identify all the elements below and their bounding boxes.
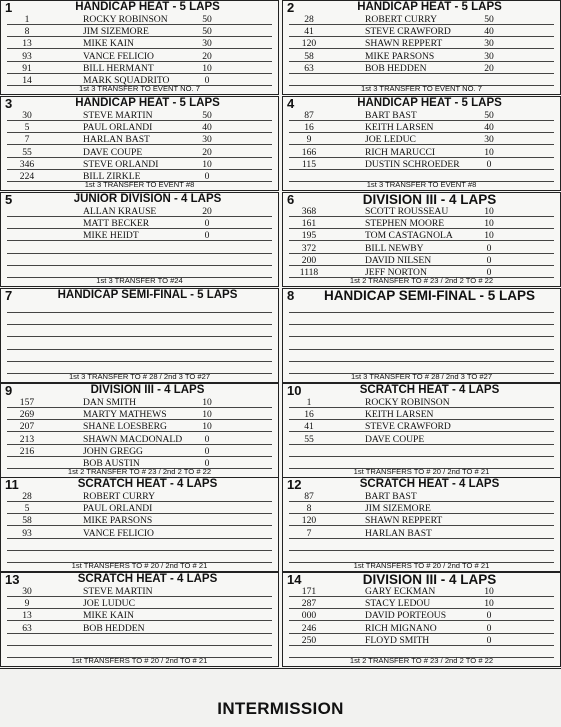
driver-name: MIKE HEIDT (83, 230, 139, 242)
car-number: 55 (22, 146, 32, 158)
car-number: 157 (19, 397, 35, 408)
entry-row (289, 110, 554, 121)
entry-lines (289, 302, 554, 371)
event-title: HANDICAP SEMI-FINAL - 5 LAPS (323, 288, 536, 303)
entry-row (289, 63, 554, 74)
car-number: 269 (19, 409, 35, 421)
car-number: 87 (304, 110, 314, 121)
entry-rule (289, 361, 554, 362)
event-number: 14 (287, 572, 302, 587)
handicap-value: 50 (202, 14, 212, 25)
driver-name: BOB AUSTIN (83, 458, 140, 469)
handicap-value: 0 (486, 622, 492, 634)
car-number: 372 (301, 242, 317, 254)
transfer-note: 1st 3 TRANSFER TO EVENT NO. 7 (361, 84, 482, 93)
entry-lines (289, 491, 554, 560)
driver-name: KEITH LARSEN (365, 409, 434, 421)
intermission-banner (0, 668, 561, 727)
transfer-note: 1st 2 TRANSFER TO # 23 / 2nd 2 TO # 22 (349, 656, 494, 665)
car-number: 195 (301, 230, 317, 242)
entry-row (7, 515, 272, 526)
transfer-note: 1st 2 TRANSFER TO # 23 / 2nd 2 TO # 22 (349, 276, 494, 285)
handicap-value: 30 (202, 134, 212, 146)
event-card-6 (282, 192, 561, 287)
handicap-value: 0 (204, 218, 210, 230)
event-card-7 (0, 288, 279, 383)
handicap-value: 0 (486, 634, 492, 646)
event-number: 1 (5, 0, 13, 15)
driver-name: STACY LEDOU (365, 598, 431, 610)
handicap-value: 0 (204, 171, 210, 182)
handicap-value: 0 (486, 242, 492, 254)
transfer-note: 1st 3 TRANSFER TO EVENT NO. 7 (79, 84, 200, 93)
driver-name: DUSTIN SCHROEDER (365, 158, 460, 170)
event-title: HANDICAP HEAT - 5 LAPS (357, 97, 502, 109)
car-number: 213 (19, 433, 35, 445)
event-title: DIVISION III - 4 LAPS (90, 384, 205, 396)
driver-name: ROCKY ROBINSON (365, 397, 450, 408)
driver-name: JOHN GREGG (83, 445, 143, 457)
driver-name: STEPHEN MOORE (365, 218, 445, 230)
handicap-value: 10 (202, 397, 212, 408)
entry-lines (289, 14, 554, 83)
entry-row (7, 134, 272, 145)
driver-name: BOB HEDDEN (83, 622, 145, 634)
driver-name: ALLAN KRAUSE (83, 206, 157, 217)
event-card-5 (0, 192, 279, 287)
event-title: SCRATCH HEAT - 4 LAPS (359, 384, 500, 396)
event-number: 2 (287, 0, 295, 15)
entry-rule (289, 349, 554, 350)
driver-name: MIKE KAIN (83, 610, 134, 622)
entry-row (289, 635, 554, 646)
entry-lines (7, 302, 272, 371)
driver-name: SHAWN MACDONALD (83, 433, 183, 445)
handicap-value: 10 (202, 421, 212, 433)
entry-lines (289, 397, 554, 466)
driver-name: PAUL ORLANDI (83, 122, 153, 134)
event-title: SCRATCH HEAT - 4 LAPS (359, 478, 500, 490)
entry-row (289, 206, 554, 217)
driver-name: STEVE MARTIN (83, 586, 153, 597)
car-number: 161 (301, 218, 317, 230)
handicap-value: 0 (204, 433, 210, 445)
driver-name: FLOYD SMITH (365, 634, 430, 646)
entry-row (7, 397, 272, 408)
handicap-value: 0 (204, 230, 210, 242)
entry-lines (289, 586, 554, 655)
entry-row (7, 610, 272, 621)
car-number: 13 (22, 38, 32, 50)
transfer-note: 1st 3 TRANSFER TO EVENT #8 (366, 180, 477, 189)
entry-row (289, 528, 554, 539)
driver-name: BART BAST (365, 110, 417, 121)
entry-lines (7, 110, 272, 182)
car-number: 250 (301, 634, 317, 646)
handicap-value: 0 (486, 254, 492, 266)
car-number: 5 (24, 503, 30, 515)
car-number: 55 (304, 433, 314, 445)
handicap-value: 10 (202, 409, 212, 421)
entry-row (7, 623, 272, 634)
entry-row (289, 434, 554, 445)
entry-row (289, 421, 554, 432)
entry-row (289, 38, 554, 49)
event-card-9 (0, 383, 279, 478)
car-number: 9 (24, 598, 30, 610)
entry-lines (289, 110, 554, 179)
car-number: 216 (19, 445, 35, 457)
entry-row (289, 134, 554, 145)
handicap-value: 20 (484, 62, 494, 74)
entry-row (7, 122, 272, 133)
driver-name: VANCE FELICIO (83, 50, 154, 62)
driver-name: JIM SIZEMORE (365, 503, 431, 515)
intermission-label: INTERMISSION (217, 699, 344, 718)
entry-lines (7, 586, 272, 655)
driver-name: SHAWN REPPERT (365, 38, 443, 50)
entry-row (289, 409, 554, 420)
car-number: 58 (22, 515, 32, 527)
car-number: 41 (304, 26, 314, 38)
car-number: 8 (24, 26, 30, 38)
driver-name: PAUL ORLANDI (83, 503, 153, 515)
handicap-value: 0 (204, 75, 210, 86)
driver-name: STEVE CRAWFORD (365, 26, 451, 38)
entry-lines (7, 14, 272, 86)
driver-name: SCOTT ROUSSEAU (365, 206, 449, 217)
driver-name: STEVE CRAWFORD (365, 421, 451, 433)
driver-name: ROBERT CURRY (83, 491, 156, 502)
driver-name: STEVE MARTIN (83, 110, 153, 121)
car-number: 115 (301, 158, 317, 170)
car-number: 120 (301, 38, 317, 50)
car-number: 63 (22, 622, 32, 634)
entry-row (289, 491, 554, 502)
handicap-value: 10 (484, 230, 494, 242)
entry-rule (7, 336, 272, 337)
handicap-value: 10 (484, 146, 494, 158)
car-number: 1 (24, 14, 30, 25)
car-number: 171 (301, 586, 317, 597)
event-number: 12 (287, 477, 302, 492)
driver-name: MIKE KAIN (83, 38, 134, 50)
driver-name: JOE LEDUC (365, 134, 416, 146)
event-title: HANDICAP HEAT - 5 LAPS (357, 1, 502, 13)
car-number: 207 (19, 421, 35, 433)
handicap-value: 30 (484, 134, 494, 146)
handicap-value: 0 (486, 610, 492, 622)
car-number: 14 (22, 75, 32, 86)
driver-name: BART BAST (365, 491, 417, 502)
handicap-value: 50 (484, 14, 494, 25)
handicap-value: 20 (202, 206, 212, 217)
handicap-value: 10 (202, 158, 212, 170)
driver-name: HARLAN BAST (83, 134, 150, 146)
transfer-note: 1st TRANSFERS TO # 20 / 2nd TO # 21 (353, 561, 490, 570)
handicap-value: 10 (202, 62, 212, 74)
entry-rule (7, 550, 272, 551)
entry-row (289, 159, 554, 170)
car-number: 93 (22, 527, 32, 539)
car-number: 7 (24, 134, 30, 146)
handicap-value: 20 (202, 50, 212, 62)
driver-name: DAVE COUPE (365, 433, 425, 445)
event-number: 10 (287, 383, 302, 398)
event-number: 7 (5, 288, 13, 303)
entry-row (289, 623, 554, 634)
transfer-note: 1st 3 TRANSFER TO #24 (96, 276, 183, 285)
entry-lines (7, 491, 272, 560)
entry-rule (289, 456, 554, 457)
event-number: 9 (5, 383, 13, 398)
entry-row (289, 503, 554, 514)
entry-row (289, 26, 554, 37)
driver-name: JEFF NORTON (365, 267, 427, 278)
entry-row (289, 610, 554, 621)
entry-row (7, 51, 272, 62)
car-number: 000 (301, 610, 317, 622)
transfer-note: 1st 3 TRANSFER TO # 28 / 2nd 3 TO #27 (350, 372, 493, 381)
transfer-note: 1st 2 TRANSFER TO # 23 / 2nd 2 TO # 22 (67, 467, 212, 476)
event-card-14 (282, 572, 561, 667)
entry-row (289, 598, 554, 609)
entry-rule (289, 312, 554, 313)
car-number: 166 (301, 146, 317, 158)
event-number: 3 (5, 96, 13, 111)
event-title: HANDICAP SEMI-FINAL - 5 LAPS (57, 289, 238, 301)
car-number: 30 (22, 586, 32, 597)
entry-row (289, 255, 554, 266)
car-number: 93 (22, 50, 32, 62)
handicap-value: 50 (202, 110, 212, 121)
entry-row (7, 63, 272, 74)
car-number: 200 (301, 254, 317, 266)
driver-name: RICH MIGNANO (365, 622, 437, 634)
car-number: 287 (301, 598, 317, 610)
entry-row (7, 38, 272, 49)
entry-row (289, 243, 554, 254)
driver-name: DAVID PORTEOUS (365, 610, 447, 622)
driver-name: MIKE PARSONS (365, 50, 435, 62)
driver-name: MARTY MATHEWS (83, 409, 167, 421)
event-card-1 (0, 0, 279, 95)
driver-name: SHANE LOESBERG (83, 421, 167, 433)
driver-name: MATT BECKER (83, 218, 150, 230)
car-number: 346 (19, 158, 35, 170)
entry-row (7, 503, 272, 514)
handicap-value: 30 (484, 50, 494, 62)
entry-row (289, 586, 554, 597)
driver-name: SHAWN REPPERT (365, 515, 443, 527)
event-number: 13 (5, 572, 20, 587)
car-number: 28 (304, 14, 314, 25)
driver-name: TOM CASTAGNOLA (365, 230, 453, 242)
entry-row (7, 409, 272, 420)
handicap-value: 0 (486, 267, 492, 278)
car-number: 87 (304, 491, 314, 502)
driver-name: HARLAN BAST (365, 527, 432, 539)
driver-name: BILL HERMANT (83, 62, 154, 74)
driver-name: ROBERT CURRY (365, 14, 438, 25)
entry-row (289, 230, 554, 241)
handicap-value: 0 (486, 158, 492, 170)
driver-name: BILL ZIRKLE (83, 171, 141, 182)
driver-name: VANCE FELICIO (83, 527, 154, 539)
handicap-value: 10 (484, 218, 494, 230)
event-title: SCRATCH HEAT - 4 LAPS (77, 478, 218, 490)
transfer-note: 1st 3 TRANSFER TO # 28 / 2nd 3 TO #27 (68, 372, 211, 381)
handicap-value: 20 (202, 146, 212, 158)
event-number: 8 (287, 288, 295, 303)
event-card-11 (0, 477, 279, 572)
event-card-13 (0, 572, 279, 667)
handicap-value: 30 (484, 38, 494, 50)
transfer-note: 1st TRANSFERS TO # 20 / 2nd TO # 21 (353, 467, 490, 476)
entry-lines (289, 206, 554, 278)
handicap-value: 0 (204, 445, 210, 457)
event-number: 11 (5, 477, 19, 492)
entry-lines (7, 206, 272, 275)
car-number: 41 (304, 421, 314, 433)
handicap-value: 50 (202, 26, 212, 38)
entry-row (7, 206, 272, 217)
event-number: 6 (287, 192, 295, 207)
driver-name: GARY ECKMAN (365, 586, 436, 597)
driver-name: MARK SQUADRITO (83, 75, 170, 86)
driver-name: STEVE ORLANDI (83, 158, 159, 170)
car-number: 1118 (299, 267, 319, 278)
car-number: 1 (306, 397, 312, 408)
event-title: JUNIOR DIVISION - 4 LAPS (73, 193, 222, 205)
entry-row (7, 218, 272, 229)
driver-name: JOE LUDUC (83, 598, 135, 610)
car-number: 13 (22, 610, 32, 622)
driver-name: KEITH LARSEN (365, 122, 434, 134)
handicap-value: 40 (202, 122, 212, 134)
car-number: 28 (22, 491, 32, 502)
entry-row (7, 491, 272, 502)
driver-name: DAVID NILSEN (365, 254, 432, 266)
event-card-3 (0, 96, 279, 191)
driver-name: ROCKY ROBINSON (83, 14, 168, 25)
car-number: 63 (304, 62, 314, 74)
entry-rule (289, 336, 554, 337)
event-title: HANDICAP HEAT - 5 LAPS (75, 97, 220, 109)
entry-row (289, 122, 554, 133)
handicap-value: 10 (484, 598, 494, 610)
driver-name: JIM SIZEMORE (83, 26, 149, 38)
entry-row (7, 159, 272, 170)
car-number: 8 (306, 503, 312, 515)
entry-rule (7, 349, 272, 350)
entry-row (7, 110, 272, 121)
handicap-value: 40 (484, 26, 494, 38)
car-number: 58 (304, 50, 314, 62)
event-title: DIVISION III - 4 LAPS (362, 192, 497, 207)
entry-row (289, 147, 554, 158)
driver-name: MIKE PARSONS (83, 515, 153, 527)
car-number: 7 (306, 527, 312, 539)
entry-rule (7, 645, 272, 646)
handicap-value: 50 (484, 110, 494, 121)
entry-rule (289, 550, 554, 551)
car-number: 246 (301, 622, 317, 634)
event-card-4 (282, 96, 561, 191)
entry-row (289, 14, 554, 25)
entry-row (289, 397, 554, 408)
driver-name: DAN SMITH (83, 397, 137, 408)
transfer-note: 1st TRANSFERS TO # 20 / 2nd TO # 21 (71, 561, 208, 570)
event-title: DIVISION III - 4 LAPS (362, 572, 497, 587)
entry-rule (7, 312, 272, 313)
driver-name: DAVE COUPE (83, 146, 143, 158)
event-title: SCRATCH HEAT - 4 LAPS (77, 573, 218, 585)
handicap-value: 30 (202, 38, 212, 50)
car-number: 368 (301, 206, 317, 217)
event-card-10 (282, 383, 561, 478)
entry-rule (7, 265, 272, 266)
event-card-2 (282, 0, 561, 95)
car-number: 5 (24, 122, 30, 134)
entry-row (7, 446, 272, 457)
event-card-8 (282, 288, 561, 383)
driver-name: BILL NEWBY (365, 242, 424, 254)
car-number: 16 (304, 122, 314, 134)
car-number: 9 (306, 134, 312, 146)
handicap-value: 0 (204, 458, 210, 469)
handicap-value: 10 (484, 206, 494, 217)
entry-row (7, 586, 272, 597)
entry-rule (7, 324, 272, 325)
entry-rule (7, 253, 272, 254)
car-number: 120 (301, 515, 317, 527)
entry-row (7, 14, 272, 25)
car-number: 224 (19, 171, 35, 182)
car-number: 16 (304, 409, 314, 421)
car-number: 30 (22, 110, 32, 121)
event-card-12 (282, 477, 561, 572)
entry-row (7, 434, 272, 445)
entry-row (289, 515, 554, 526)
event-title: HANDICAP HEAT - 5 LAPS (75, 1, 220, 13)
transfer-note: 1st 3 TRANSFER TO EVENT #8 (84, 180, 195, 189)
handicap-value: 40 (484, 122, 494, 134)
event-number: 4 (287, 96, 295, 111)
event-number: 5 (5, 192, 13, 207)
entry-row (7, 421, 272, 432)
entry-rule (7, 361, 272, 362)
entry-row (7, 147, 272, 158)
entry-row (7, 598, 272, 609)
entry-row (7, 528, 272, 539)
driver-name: BOB HEDDEN (365, 62, 427, 74)
entry-lines (7, 397, 272, 469)
handicap-value: 10 (484, 586, 494, 597)
transfer-note: 1st TRANSFERS TO # 20 / 2nd TO # 21 (71, 656, 208, 665)
entry-row (289, 218, 554, 229)
entry-row (289, 51, 554, 62)
entry-row (7, 26, 272, 37)
car-number: 91 (22, 62, 32, 74)
driver-name: RICH MARUCCI (365, 146, 436, 158)
entry-row (7, 230, 272, 241)
entry-rule (289, 324, 554, 325)
